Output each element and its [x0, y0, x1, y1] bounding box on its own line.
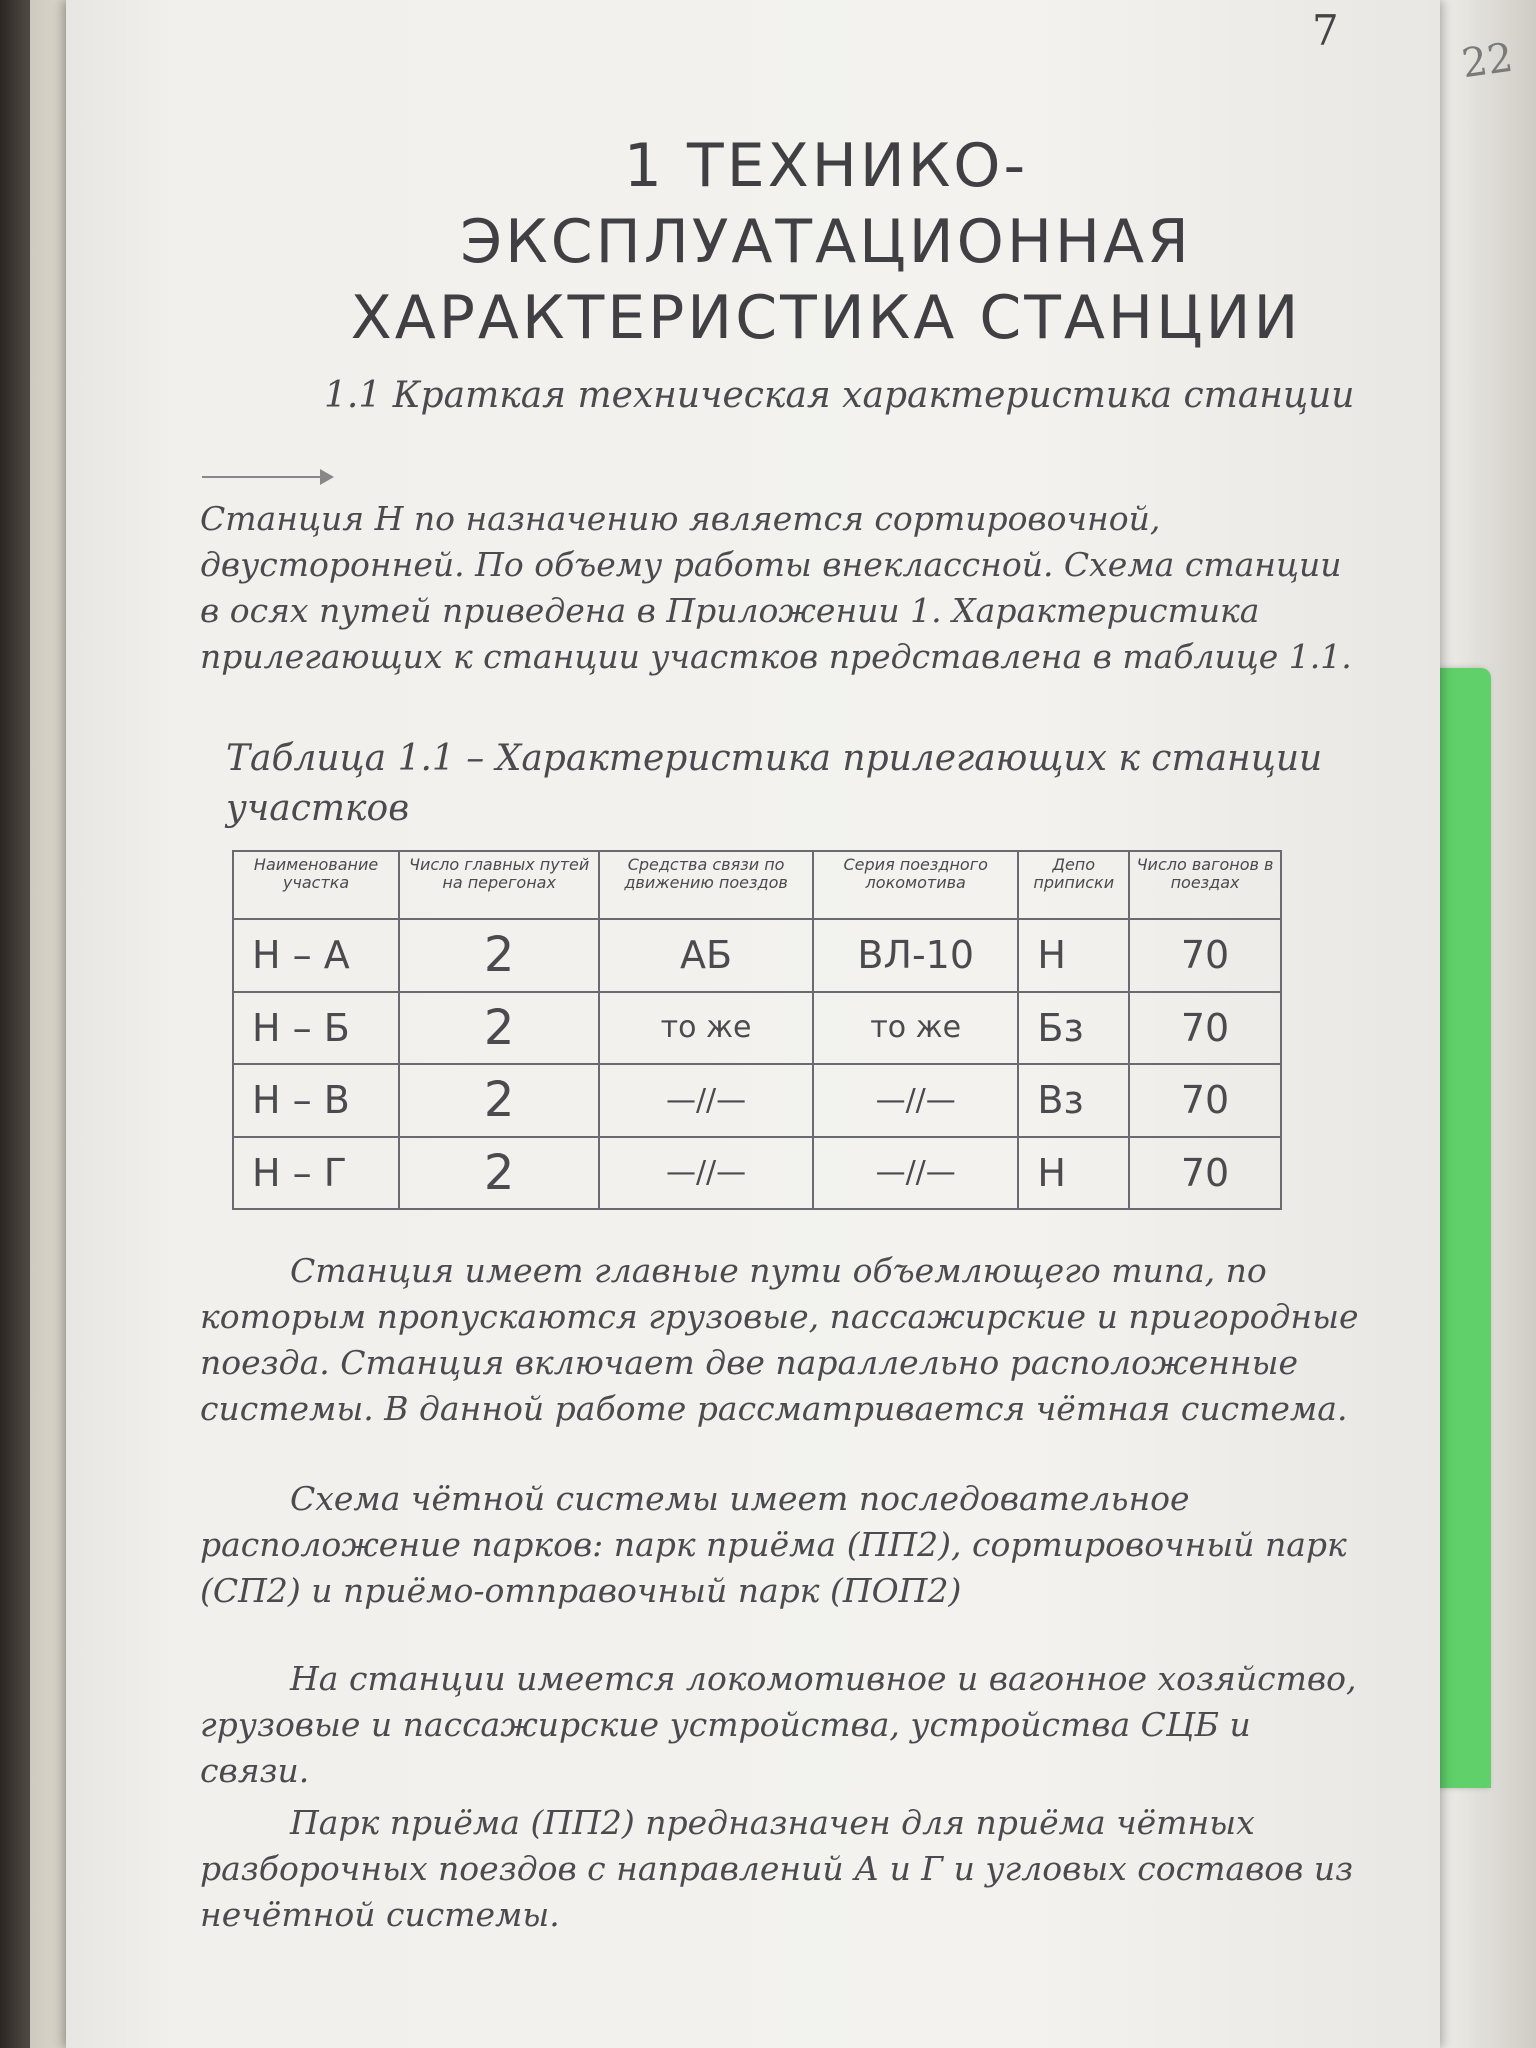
cell-wagons: 70 [1129, 992, 1281, 1065]
cell-section: Н – Б [233, 992, 399, 1065]
paragraph-5: Парк приёма (ПП2) предназначен для приёма чётных разборочных поездов с направлений А и Г и угловых составов из нечётной системы. [200, 1803, 1354, 1934]
cell-wagons: 70 [1129, 1137, 1281, 1210]
cell-tracks: 2 [399, 1064, 599, 1137]
cell-wagons: 70 [1129, 919, 1281, 992]
cell-wagons: 70 [1129, 1064, 1281, 1137]
cell-section: Н – А [233, 919, 399, 992]
cell-tracks: 2 [399, 1137, 599, 1210]
section-title-line-1: 1 ТЕХНИКО-ЭКСПЛУАТАЦИОННАЯ [460, 131, 1192, 277]
header-locomotive: Серия поездного локомотива [813, 851, 1018, 919]
page-number: 7 [1312, 6, 1339, 55]
paragraph-1: Станция Н по назначению является сортировочной, двусторонней. По объему работы внеклассной. Схема станции в осях путей приведена в Приложении 1. Характеристика прилегающих к станции участков представлена в таблице 1.1. [200, 499, 1352, 676]
cell-depot: Бз [1018, 992, 1129, 1065]
header-communication: Средства связи по движению поездов [599, 851, 813, 919]
characteristics-table [232, 850, 1282, 1210]
header-depot: Депо приписки [1018, 851, 1129, 919]
cell-tracks: 2 [399, 992, 599, 1065]
cell-tracks: 2 [399, 919, 599, 992]
cell-depot: Н [1018, 919, 1129, 992]
section-title [266, 128, 1386, 356]
document-page [66, 0, 1440, 2048]
table-caption: Таблица 1.1 – Характеристика прилегающих к станции участков [226, 738, 1323, 829]
header-wagons: Число вагонов в поездах [1129, 851, 1281, 919]
cell-communication: то же [599, 992, 813, 1065]
paragraph-2: Станция имеет главные пути объемлющего типа, по которым пропускаются грузовые, пассажирские и пригородные поезда. Станция включает две параллельно расположенные системы. В данной работе рассматривается чётная система. [200, 1251, 1359, 1428]
table-row [233, 992, 1281, 1065]
cell-section: Н – В [233, 1064, 399, 1137]
cell-communication: —//— [599, 1064, 813, 1137]
paragraph-3: Схема чётной системы имеет последовательное расположение парков: парк приёма (ПП2), сортировочный парк (СП2) и приёмо-отправочный парк (ПОП2) [200, 1479, 1347, 1610]
section-title-line-2: ХАРАКТЕРИСТИКА СТАНЦИИ [350, 283, 1302, 353]
corner-number: 22 [1459, 34, 1516, 88]
paragraph-4: На станции имеется локомотивное и вагонное хозяйство, грузовые и пассажирские устройства, устройства СЦБ и связи. [200, 1659, 1357, 1790]
cell-communication: АБ [599, 919, 813, 992]
cell-depot: Н [1018, 1137, 1129, 1210]
table-header-row [233, 851, 1281, 919]
cell-locomotive: ВЛ-10 [813, 919, 1018, 992]
cell-depot: Вз [1018, 1064, 1129, 1137]
cell-locomotive: то же [813, 992, 1018, 1065]
header-main-tracks: Число главных путей на перегонах [399, 851, 599, 919]
cell-locomotive: —//— [813, 1137, 1018, 1210]
cell-section: Н – Г [233, 1137, 399, 1210]
table-row [233, 1137, 1281, 1210]
subsection-title: 1.1 Краткая техническая характеристика станции [324, 375, 1355, 416]
indent-arrow-mark [202, 476, 332, 478]
cell-locomotive: —//— [813, 1064, 1018, 1137]
header-section-name: Наименование участка [233, 851, 399, 919]
cell-communication: —//— [599, 1137, 813, 1210]
table-row [233, 919, 1281, 992]
table-row [233, 1064, 1281, 1137]
